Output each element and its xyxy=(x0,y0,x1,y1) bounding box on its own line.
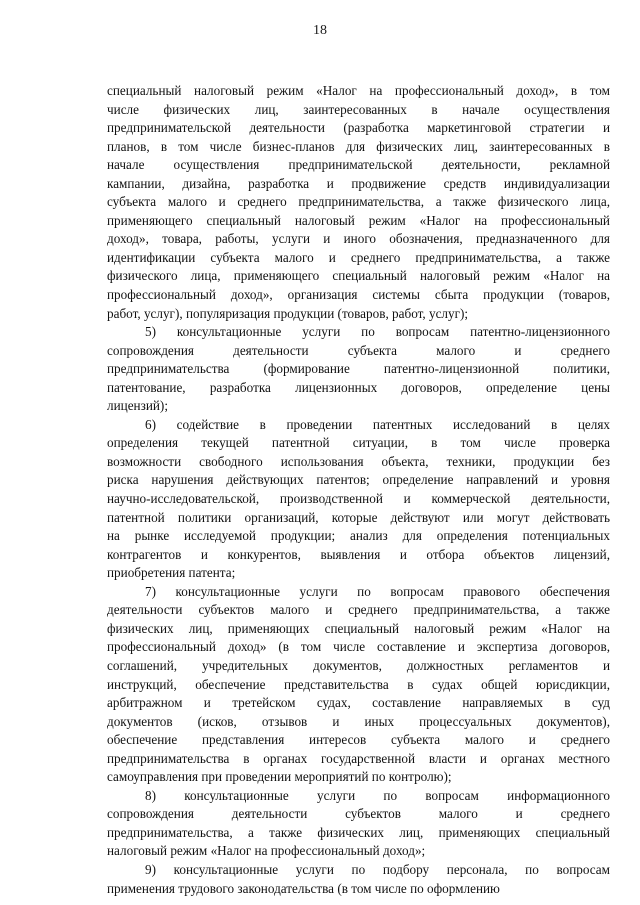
text-line: предпринимательства, а также физических лиц, применяющих специальный xyxy=(107,824,610,840)
paragraph-item-6 xyxy=(107,416,610,583)
text-line: документов (исков, отзывов и иных процессуальных документов), xyxy=(107,713,610,729)
text-line: патентной политики организаций, которые действуют или могут действовать xyxy=(107,509,610,525)
document-body xyxy=(107,82,610,898)
text-line: соглашений, учредительных документов, должностных регламентов и xyxy=(107,657,610,673)
paragraph-item-8 xyxy=(107,787,610,861)
text-line: числе физических лиц, заинтересованных в начале осуществления xyxy=(107,101,610,117)
text-line: кампании, дизайна, разработка и продвижение средств индивидуализации xyxy=(107,175,610,191)
text-line: патентование, разработка лицензионных договоров, определение цены xyxy=(107,379,610,395)
text-line: идентификации субъекта малого и среднего предпринимательства, а также xyxy=(107,249,610,265)
text-line: физических лиц, применяющих специальный налоговый режим «Налог на xyxy=(107,620,610,636)
paragraph-item-5 xyxy=(107,323,610,416)
text-line: начале осуществления предпринимательской деятельности, рекламной xyxy=(107,157,610,173)
text-line: инструкций, обеспечение представительства в судах общей юрисдикции, xyxy=(107,676,610,692)
paragraph-item-7 xyxy=(107,583,610,787)
text-line: деятельности субъектов малого и среднего предпринимательства, а также xyxy=(107,602,610,618)
text-line: риска нарушения действующих патентов; определение направлений и уровня xyxy=(107,472,610,488)
text-line: 5) консультационные услуги по вопросам патентно-лицензионного xyxy=(145,324,610,340)
text-line: 6) содействие в проведении патентных исследований в целях xyxy=(145,416,610,432)
text-line: применения трудового законодательства (в том числе по оформлению xyxy=(107,880,500,896)
text-line: работ, услуг), популяризация продукции (товаров, работ, услуг); xyxy=(107,305,469,321)
text-line: доход», товара, работы, услуги и иного обозначения, предназначенного для xyxy=(107,231,610,247)
text-line: самоуправления при проведении мероприятий по контролю); xyxy=(107,769,452,785)
text-line: 9) консультационные услуги по подбору персонала, по вопросам xyxy=(145,861,610,877)
text-line: сопровождения деятельности субъекта малого и среднего xyxy=(107,342,610,358)
paragraph-item-9 xyxy=(107,861,610,898)
text-line: профессиональный доход» (в том числе составление и экспертиза договоров, xyxy=(107,639,610,655)
text-line: субъекта малого и среднего предпринимательства, а также физического лица, xyxy=(107,194,610,210)
text-line: определения текущей патентной ситуации, в том числе проверка xyxy=(107,435,610,451)
text-line: предпринимательства (формирование патентно-лицензионной политики, xyxy=(107,361,610,377)
text-line: научно-исследовательской, производственной и коммерческой деятельности, xyxy=(107,491,610,507)
text-line: предпринимательства в органах государственной власти и органах местного xyxy=(107,750,610,766)
text-line: 8) консультационные услуги по вопросам информационного xyxy=(145,787,610,803)
page-number: 18 xyxy=(313,23,327,38)
text-line: специальный налоговый режим «Налог на профессиональный доход», в том xyxy=(107,83,610,98)
text-line: налоговый режим «Налог на профессиональный доход»; xyxy=(107,843,426,859)
text-line: обеспечение представления интересов субъекта малого и среднего xyxy=(107,732,610,748)
text-line: на рынке исследуемой продукции; анализ для определения потенциальных xyxy=(107,528,610,544)
text-line: 7) консультационные услуги по вопросам правового обеспечения xyxy=(145,583,610,599)
text-line: сопровождения деятельности субъектов малого и среднего xyxy=(107,806,610,822)
text-line: планов, в том числе бизнес-планов для физических лиц, заинтересованных в xyxy=(107,138,610,154)
text-line: физического лица, применяющего специальный налоговый режим «Налог на xyxy=(107,268,610,284)
paragraph-continued xyxy=(107,82,610,323)
text-line: контрагентов и конкурентов, выявления и отбора объектов лицензий, xyxy=(107,546,610,562)
text-line: арбитражном и третейском судах, составление направляемых в суд xyxy=(107,695,610,711)
text-line: предпринимательской деятельности (разработка маркетинговой стратегии и xyxy=(107,120,610,136)
text-line: профессиональный доход», организация системы сбыта продукции (товаров, xyxy=(107,287,610,303)
text-line: применяющего специальный налоговый режим «Налог на профессиональный xyxy=(107,212,610,228)
text-line: лицензий); xyxy=(107,398,168,414)
text-line: приобретения патента; xyxy=(107,565,236,581)
text-line: возможности свободного использования объекта, техники, продукции без xyxy=(107,453,610,469)
